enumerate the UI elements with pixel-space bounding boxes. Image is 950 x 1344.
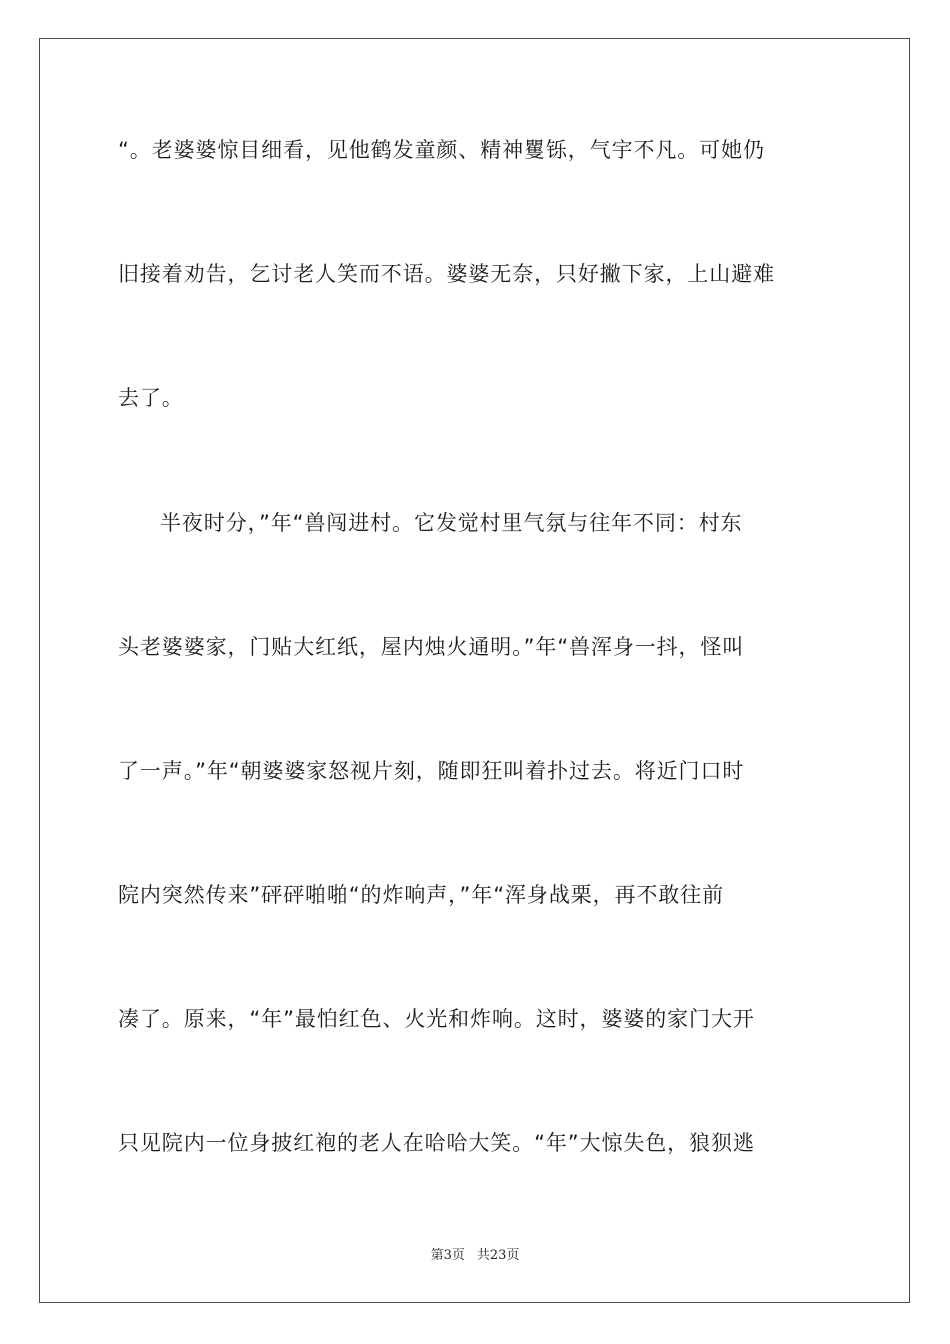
- body-text-line-6: 了一声。”年“朝婆婆家怒视片刻，随即狂叫着扑过去。将近门口时: [118, 759, 745, 783]
- body-text-line-1: “。老婆婆惊目细看，见他鹤发童颜、精神矍铄，气宇不凡。可她仍: [118, 138, 765, 162]
- body-text-line-8: 凑了。原来，“年”最怕红色、火光和炸响。这时，婆婆的家门大开: [118, 1007, 755, 1031]
- page-border: [39, 38, 910, 1303]
- body-text-line-3: 去了。: [118, 386, 184, 410]
- page-total: 共23页: [476, 1248, 520, 1263]
- paragraph-start-line: 半夜时分，”年“兽闯进村。它发觉村里气氛与往年不同：村东: [160, 511, 743, 535]
- body-text-line-7: 院内突然传来”砰砰啪啪“的炸响声，”年“浑身战栗，再不敢往前: [118, 883, 725, 907]
- body-text-line-2: 旧接着劝告，乞讨老人笑而不语。婆婆无奈，只好撇下家，上山避难: [118, 262, 775, 286]
- body-text-line-5: 头老婆婆家，门贴大红纸，屋内烛火通明。”年“兽浑身一抖，怪叫: [118, 635, 745, 659]
- page-number: 第3页: [430, 1248, 465, 1263]
- page-footer: [0, 1247, 950, 1265]
- body-text-line-9: 只见院内一位身披红袍的老人在哈哈大笑。“年”大惊失色，狼狈逃: [118, 1131, 755, 1155]
